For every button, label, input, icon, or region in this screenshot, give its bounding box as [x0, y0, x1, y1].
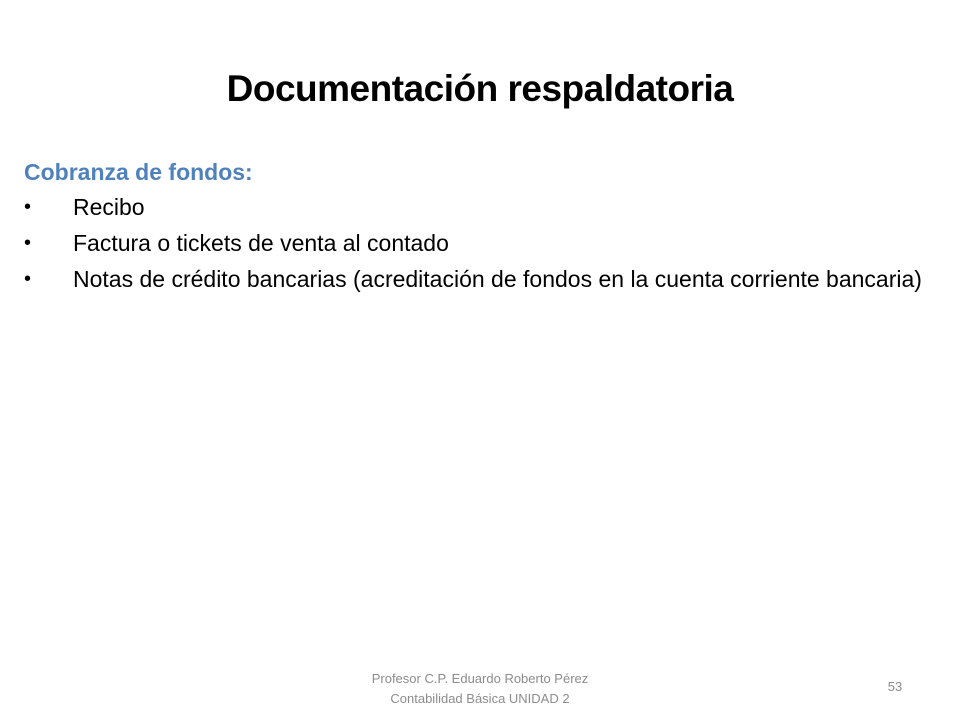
bullet-list [24, 189, 936, 297]
bullet-text: Notas de crédito bancarias (acreditación de fondos en la cuenta corriente bancaria) [73, 266, 922, 292]
bullet-icon: • [24, 268, 32, 290]
page-number: 53 [887, 679, 903, 694]
bullet-icon: • [24, 232, 32, 254]
bullet-text: Recibo [73, 194, 145, 220]
bullet-icon: • [24, 196, 32, 218]
footer-author: Profesor C.P. Eduardo Roberto Pérez [371, 671, 589, 686]
bullet-item-recibo [24, 189, 936, 225]
footer-course: Contabilidad Básica UNIDAD 2 [390, 691, 570, 706]
bullet-item-factura [24, 225, 936, 261]
footer [330, 669, 630, 709]
bullet-item-notas-credito [24, 261, 936, 297]
section-heading: Cobranza de fondos: [24, 159, 253, 185]
bullet-text: Factura o tickets de venta al contado [73, 230, 449, 256]
slide-title: Documentación respaldatoria [226, 68, 734, 109]
slide-content [24, 155, 936, 297]
